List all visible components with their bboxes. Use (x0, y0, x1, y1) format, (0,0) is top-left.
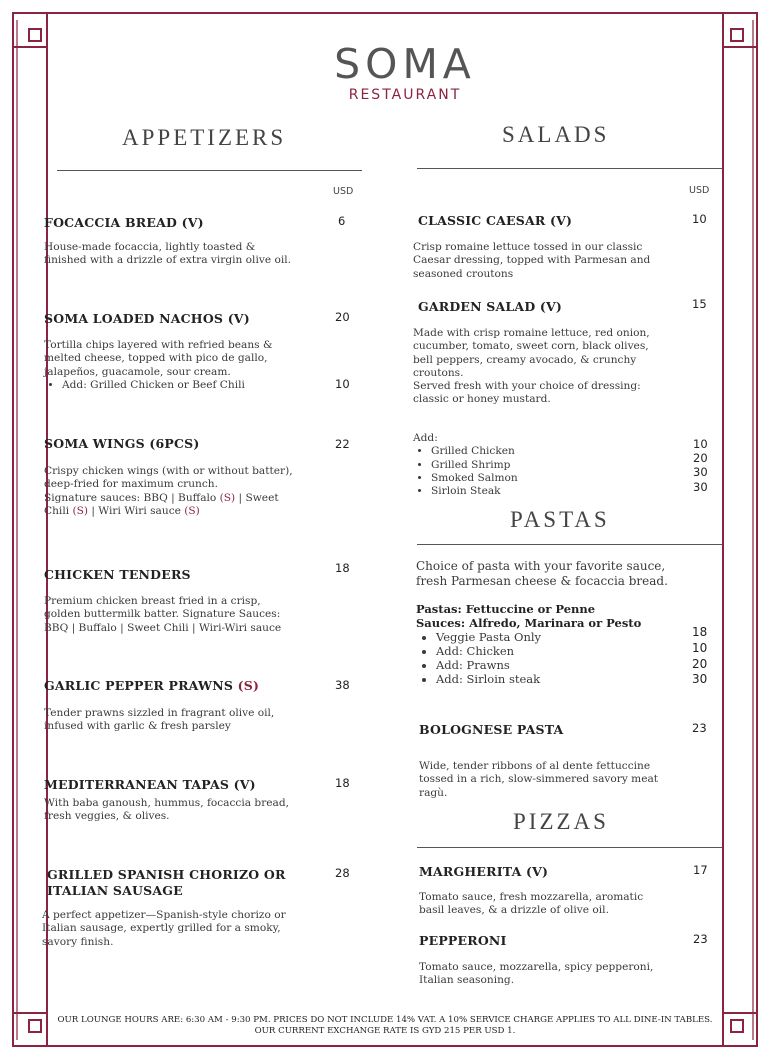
addon-prices (693, 437, 708, 494)
item-name: MARGHERITA (V) (419, 864, 549, 879)
item-description-text: Tortilla chips layered with refried beans & melted cheese, topped with pico de gallo, jalapeños, guacamole, sour cream. (44, 339, 273, 378)
item-name: CLASSIC CAESAR (V) (418, 213, 573, 228)
item-name: SOMA LOADED NACHOS (V) (44, 311, 250, 326)
item-description (44, 465, 294, 518)
appetizers-currency: USD (333, 186, 354, 197)
item-name-text: GRILLED SPANISH CHORIZO OR (47, 867, 286, 882)
addon-price: 30 (693, 479, 708, 494)
item-name: PEPPERONI (419, 933, 507, 948)
item-description-text: Served fresh with your choice of dressing: classic or honey mustard. (413, 380, 641, 406)
item-price: 22 (335, 437, 350, 451)
pasta-option: • Add: Prawns (436, 658, 676, 672)
addon-item: • Smoked Salmon (431, 472, 613, 485)
item-name: FOCACCIA BREAD (V) (44, 215, 204, 230)
spicy-marker: (S) (237, 678, 260, 693)
item-description: Wide, tender ribbons of al dente fettuccine tossed in a rich, slow-simmered savory meat ragù. (419, 760, 659, 799)
item-price: 28 (335, 866, 350, 880)
pastas-heading: PASTAS (510, 507, 610, 532)
addons-label: Add: (413, 432, 438, 444)
pasta-choices (416, 602, 676, 686)
addon-item: • Add: Grilled Chicken or Beef Chili (62, 379, 284, 392)
item-price: 18 (335, 561, 350, 575)
addon-item: • Grilled Shrimp (431, 459, 613, 472)
item-name-text: GARLIC PEPPER PRAWNS (44, 678, 238, 693)
item-price: 6 (338, 214, 346, 228)
item-description: Crisp romaine lettuce tossed in our classic Caesar dressing, topped with Parmesan and seasoned croutons (413, 241, 651, 280)
item-name: BOLOGNESE PASTA (419, 722, 564, 737)
footer-hours: OUR LOUNGE HOURS ARE: 6:30 AM - 9:30 PM. PRICES DO NOT INCLUDE 14% VAT. A 10% SERVICE CHARGE APPLIES TO ALL DINE-IN TABLES. (57, 1015, 713, 1025)
item-description-text: Crispy chicken wings (with or without batter), deep-fried for maximum crunch. (44, 465, 293, 491)
item-name: GARDEN SALAD (V) (418, 299, 563, 314)
pasta-intro: Choice of pasta with your favorite sauce, fresh Parmesan cheese & focaccia bread. (416, 559, 668, 588)
pasta-option: • Add: Chicken (436, 644, 676, 658)
item-price: 17 (693, 863, 708, 877)
corner-ornament (730, 1019, 744, 1033)
item-addons (44, 379, 284, 392)
item-description-text: Made with crisp romaine lettuce, red onion, cucumber, tomato, sweet corn, black olives, bell peppers, creamy avocado, & crunchy croutons. (413, 327, 650, 379)
item-description: Premium chicken breast fried in a crisp, golden buttermilk batter. Signature Sauces: BBQ | Buffalo | Sweet Chili | Wiri-Wiri sauce (44, 595, 282, 634)
spicy-marker: (S) (219, 491, 236, 504)
pasta-types: Pastas: Fettuccine or Penne (416, 602, 596, 616)
item-description-text: | Sweet Chili (44, 491, 279, 517)
addon-price: 30 (693, 465, 708, 480)
salad-addons (413, 432, 613, 498)
spicy-marker: (S) (72, 504, 88, 517)
item-description: Tomato sauce, fresh mozzarella, aromatic basil leaves, & a drizzle of olive oil. (419, 891, 644, 917)
pasta-option-price: 30 (692, 672, 708, 687)
pasta-option: • Add: Sirloin steak (436, 672, 676, 686)
pasta-option: • Veggie Pasta Only (436, 630, 676, 644)
item-name: SOMA WINGS (6PCS) (44, 436, 200, 451)
pasta-prices (692, 625, 707, 688)
footer-note (52, 1015, 718, 1037)
item-name: CHICKEN TENDERS (44, 567, 191, 582)
spicy-marker: (S) (184, 504, 200, 517)
item-price: 38 (335, 678, 350, 692)
salads-currency: USD (689, 185, 710, 196)
item-description: House-made focaccia, lightly toasted & finished with a drizzle of extra virgin olive oil. (44, 241, 291, 267)
pasta-option-price: 18 (692, 625, 708, 639)
addon-price: 10 (693, 437, 708, 451)
salads-heading: SALADS (502, 122, 610, 147)
item-description-text: Signature sauces: BBQ | Buffalo (44, 491, 220, 504)
addon-price: 10 (335, 377, 350, 391)
footer-exchange-rate: OUR CURRENT EXCHANGE RATE IS GYD 215 PER USD 1. (254, 1026, 516, 1036)
item-price: 10 (692, 212, 707, 226)
item-description (413, 327, 658, 407)
pasta-option-price: 20 (692, 656, 708, 671)
pizzas-heading: PIZZAS (513, 809, 609, 834)
corner-ornament (28, 1019, 42, 1033)
item-price: 18 (335, 776, 350, 790)
pastas-divider (417, 544, 722, 545)
item-description: A perfect appetizer—Spanish-style chorizo or Italian sausage, expertly grilled for a smoky, savory finish. (42, 909, 286, 948)
item-price: 15 (692, 297, 707, 311)
item-name-text: ITALIAN SAUSAGE (47, 883, 183, 898)
pizzas-divider (417, 847, 722, 848)
item-price: 23 (693, 932, 708, 946)
addons-list (413, 445, 613, 498)
addon-item: • Grilled Chicken (431, 445, 613, 458)
item-name (47, 867, 286, 899)
pasta-options (416, 630, 676, 686)
item-description: Tomato sauce, mozzarella, spicy pepperoni, Italian seasoning. (419, 961, 654, 987)
item-name: MEDITERRANEAN TAPAS (V) (44, 777, 256, 792)
pasta-sauces: Sauces: Alfredo, Marinara or Pesto (416, 616, 642, 630)
brand-name: SOMA (334, 40, 476, 88)
salads-divider (417, 168, 722, 169)
appetizers-heading: APPETIZERS (122, 125, 287, 150)
item-description: With baba ganoush, hummus, focaccia bread, fresh veggies, & olives. (44, 797, 290, 823)
appetizers-divider (57, 170, 362, 171)
brand-subtitle: RESTAURANT (348, 87, 462, 103)
item-description (44, 339, 284, 392)
addon-price: 20 (693, 451, 708, 466)
pasta-option-price: 10 (692, 640, 708, 655)
item-name (44, 678, 259, 693)
item-price: 20 (335, 310, 350, 324)
addon-item: • Sirloin Steak (431, 485, 613, 498)
item-description-text: | Wiri Wiri sauce (88, 504, 185, 517)
item-description: Tender prawns sizzled in fragrant olive oil, infused with garlic & fresh parsley (44, 707, 275, 733)
item-price: 23 (692, 721, 707, 735)
